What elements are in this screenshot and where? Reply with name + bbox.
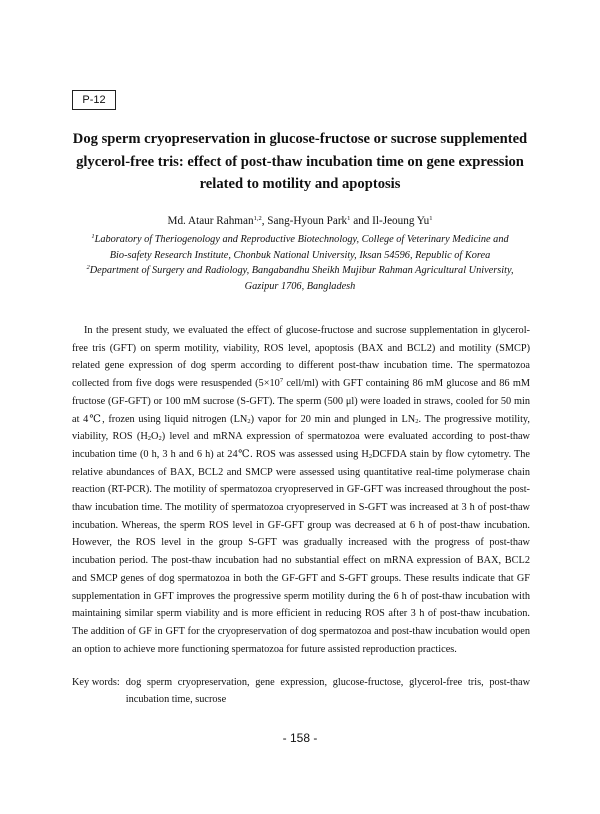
author-name: Il-Jeoung Yu bbox=[372, 215, 430, 227]
abstract-body bbox=[72, 322, 530, 658]
abstract-text: . The progressive motility, viability, ROS (H bbox=[72, 413, 530, 443]
author-separator: , bbox=[261, 215, 268, 227]
affiliation-2-line-1 bbox=[60, 263, 540, 279]
subscript: 2 bbox=[415, 417, 419, 425]
abstract-text: DCFDA stain by flow cytometry. The relative abundances of BAX, BCL2 and SMCP were assessed using quantitative real-time polymerase chain reaction (RT-PCR). The motility of spermatozoa cryopreserved in GF-GFT was increased throughout the post-thaw incubation time. The motility of spermatozoa cryopreserved in S-GFT was increased at 3 h of post-thaw incubation. Whereas, the sperm ROS level in GF-GFT group was decreased at 6 h of post-thaw incubation. However, the ROS level in the group S-GFT was gradually increased with the progress of post-thaw incubation period. The post-thaw incubation had no substantial effect on mRNA expression of BAX, BCL2 and SMCP genes of dog spermatozoa in both the GF-GFT and S-GFT groups. These results indicate that GF supplementation in GFT improves the progressive sperm motility during the 6 h of post-thaw incubation with maintaining similar sperm viability and is more efficient in reducing ROS after 3 h of post-thaw incubation. The addition of GF in GFT for the cryopreservation of dog spermatozoa and post-thaw incubation would open an option to achieve more functioning spermatozoa for future assisted reproduction practices. bbox=[72, 448, 530, 655]
abstract-text: ) level and mRNA expression of spermatozoa were evaluated according to post-thaw incubation time (0 h, 3 h and 6 h) at 24℃. ROS was assessed using H bbox=[72, 431, 530, 460]
affiliation-1-line-2: Bio-safety Research Institute, Chonbuk National University, Iksan 54596, Republic of Korea bbox=[109, 249, 491, 261]
paper-title bbox=[60, 128, 540, 196]
poster-code: P-12 bbox=[82, 94, 106, 106]
affiliation-number: 1 bbox=[91, 233, 95, 240]
author-list bbox=[60, 214, 540, 228]
keywords-label: Key words: bbox=[72, 677, 120, 688]
poster-code-box bbox=[72, 90, 116, 110]
subscript: 2 bbox=[368, 452, 373, 460]
abstract-text: In the present study, we evaluated the effect of glucose-fructose and sucrose supplementation in glycerol-free tris (GFT) on sperm motility, viability, ROS level, apoptosis (BAX and BCL2) and motility (SMCP) related gene expression of dog sperm according to different post-thaw incubation time. The spermatozoa collected from five dogs were resuspended (5×10 bbox=[72, 325, 530, 390]
author-affiliation-mark: 1 bbox=[429, 215, 433, 222]
abstract-text: ) vapor for 20 min and plunged in LN bbox=[250, 413, 416, 425]
title-line: Dog sperm cryopreservation in glucose-fructose or sucrose supplemented bbox=[72, 131, 528, 147]
affiliation-1-line-1 bbox=[60, 232, 540, 248]
affiliation-2-line-2: Gazipur 1706, Bangladesh bbox=[244, 280, 356, 292]
author-name: Sang-Hyoun Park bbox=[267, 215, 348, 227]
affiliation-text: Laboratory of Theriogenology and Reproductive Biotechnology, College of Veterinary Medicine and bbox=[94, 234, 509, 245]
abstract-text: O bbox=[151, 431, 159, 443]
keywords bbox=[72, 675, 530, 708]
affiliation-text: Department of Surgery and Radiology, Bangabandhu Sheikh Mujibur Rahman Agricultural University, bbox=[89, 265, 514, 276]
author-affiliation-mark: 1 bbox=[347, 215, 351, 222]
subscript: 2 bbox=[247, 417, 251, 425]
exponent: 7 bbox=[279, 377, 284, 385]
title-line: related to motility and apoptosis bbox=[199, 176, 401, 192]
affiliations bbox=[60, 232, 540, 294]
keywords-text: dog sperm cryopreservation, gene expression, glucose-fructose, glycerol-free tris, post-thaw incubation time, sucrose bbox=[125, 677, 530, 705]
affiliation-number: 2 bbox=[86, 264, 90, 271]
author-affiliation-mark: 1,2 bbox=[253, 215, 262, 222]
page-number: - 158 - bbox=[282, 731, 318, 745]
author-separator: and bbox=[350, 215, 373, 227]
subscript: 2 bbox=[147, 435, 152, 443]
author-name: Md. Ataur Rahman bbox=[167, 215, 254, 227]
abstract-text: cell/ml) with GFT containing 86 mM glucose and 86 mM fructose (GF-GFT) or 100 mM sucrose (S-GFT). The sperm (500 μl) were loaded in straws, cooled for 50 min at 4℃, frozen using liquid nitrogen (LN bbox=[72, 378, 531, 425]
title-line: glycerol-free tris: effect of post-thaw incubation time on gene expression bbox=[76, 153, 524, 170]
subscript: 2 bbox=[158, 435, 162, 443]
